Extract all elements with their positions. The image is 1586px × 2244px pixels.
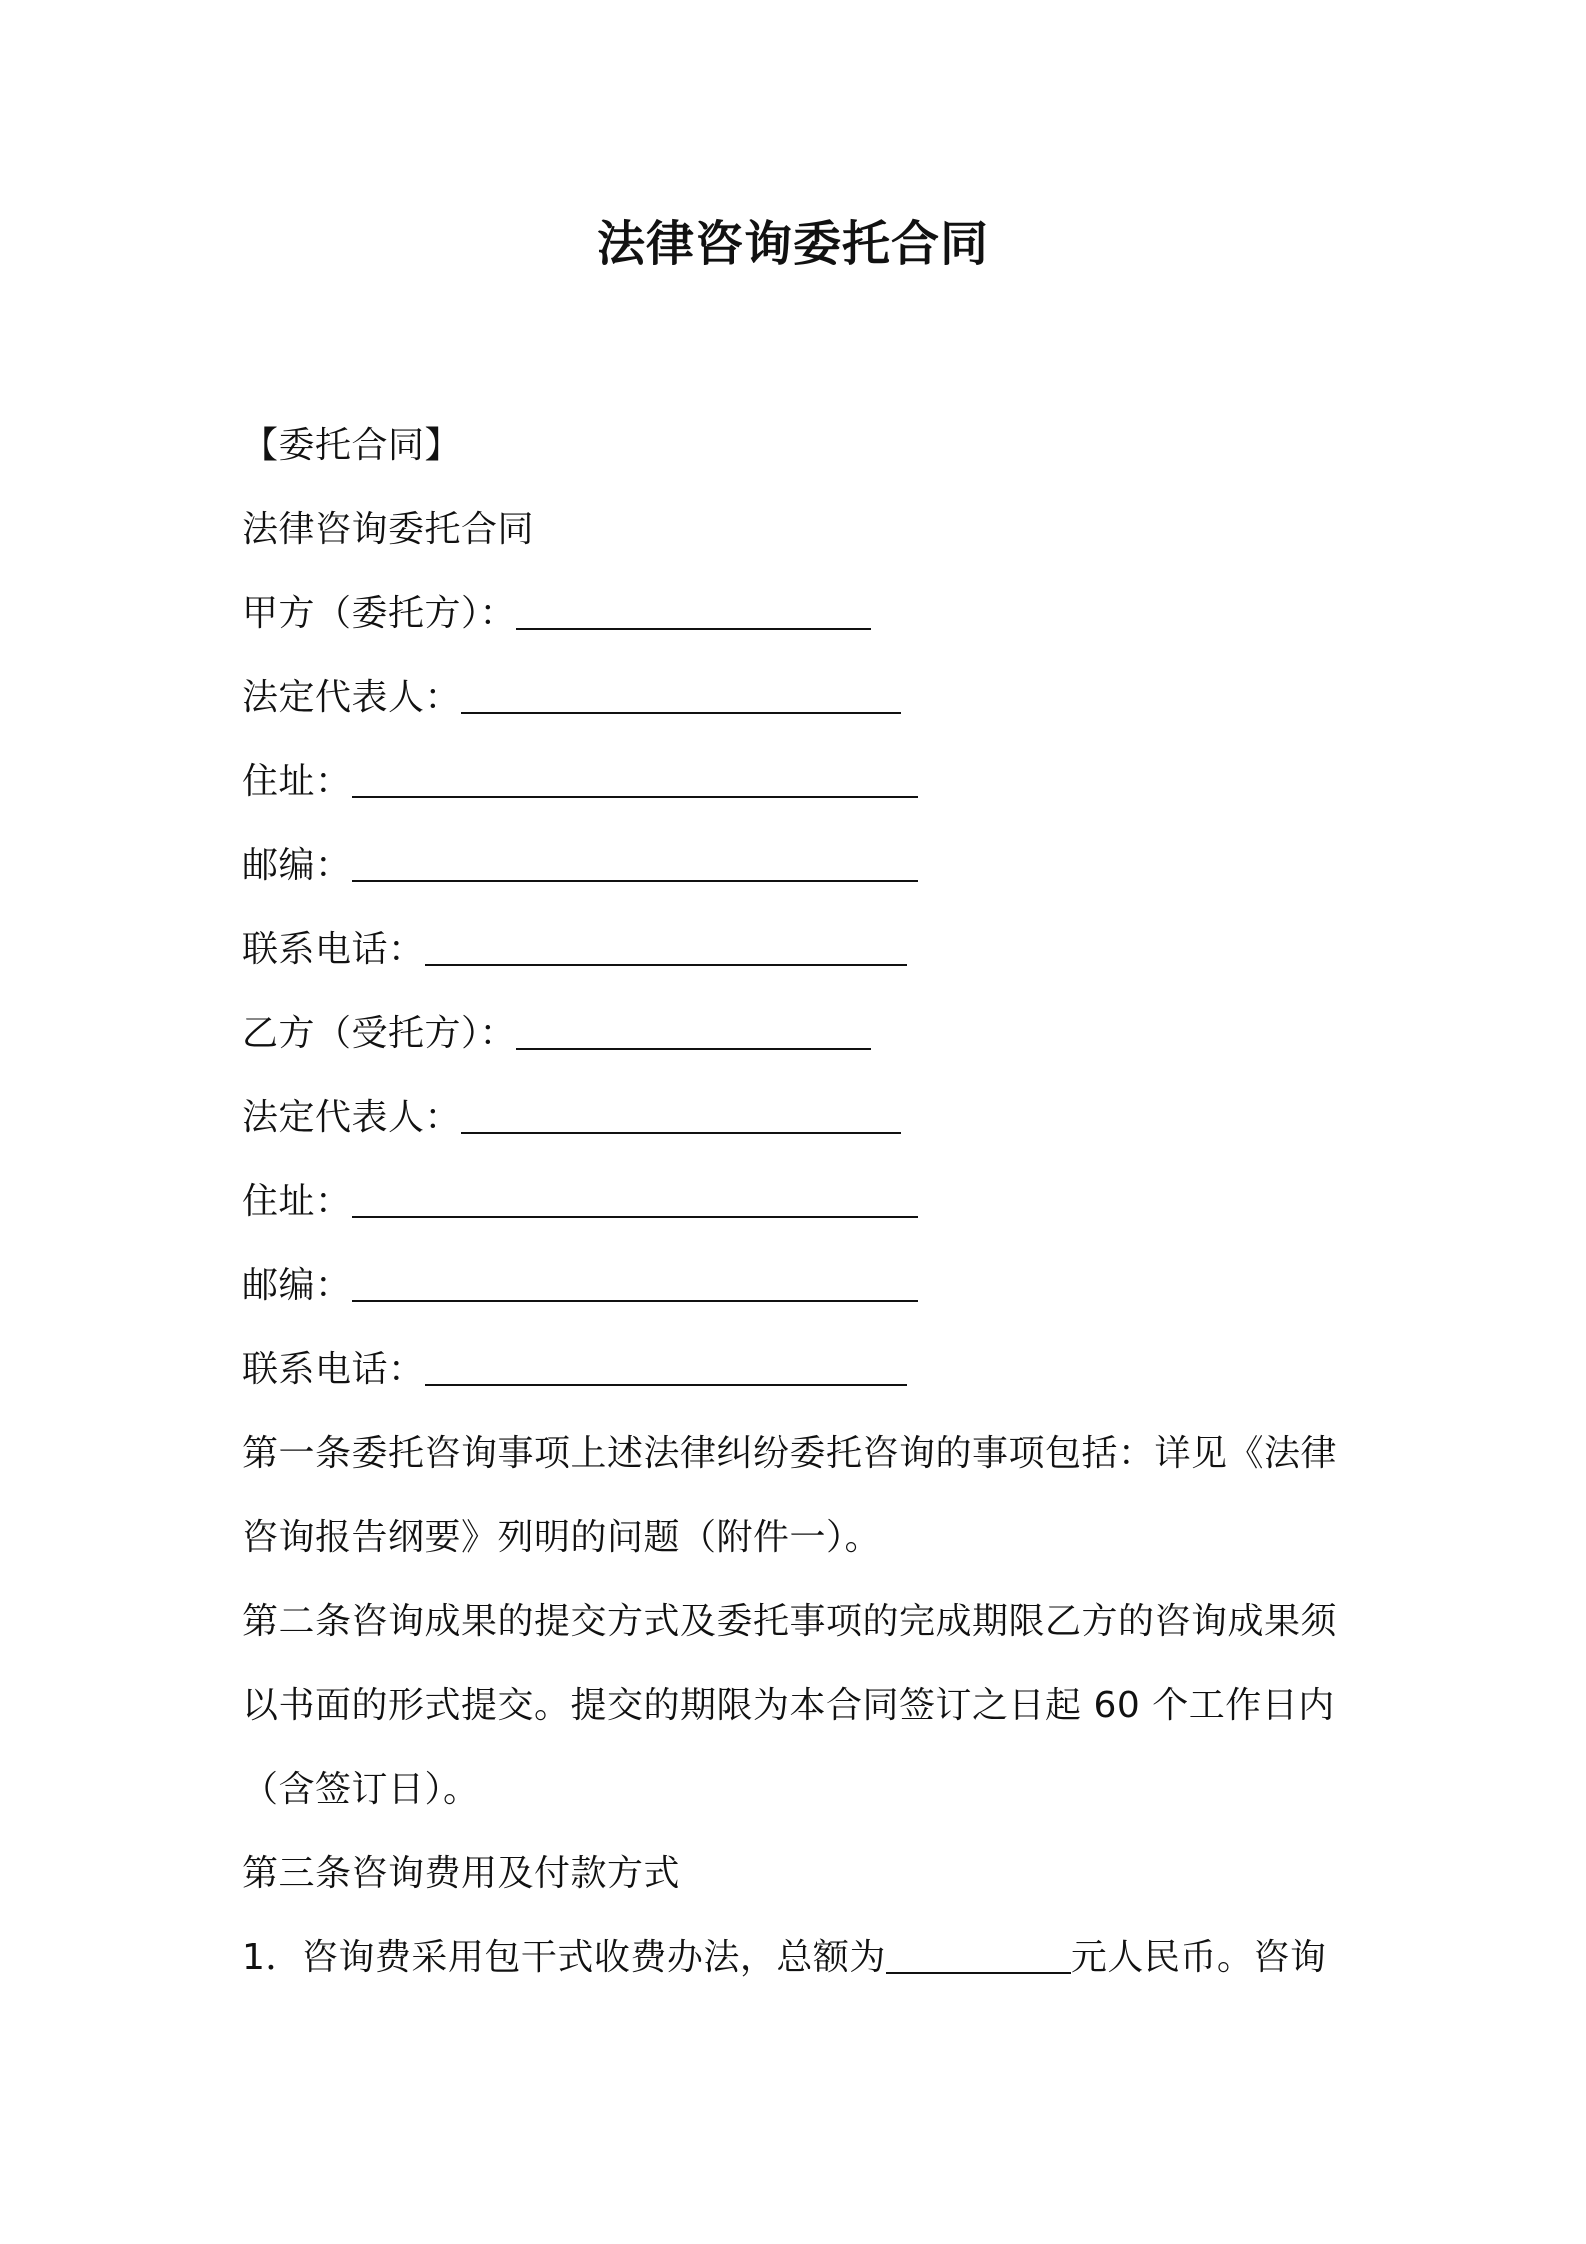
party-b-address-label: 住址：	[242, 1181, 352, 1222]
party-b-postcode-line	[242, 1244, 1362, 1328]
party-a-address-blank[interactable]	[352, 759, 918, 799]
party-b-address-blank[interactable]	[352, 1179, 918, 1219]
party-a-postcode-blank[interactable]	[352, 843, 918, 883]
party-a-phone-label: 联系电话：	[242, 929, 425, 970]
party-b-legal-rep-line	[242, 1076, 1362, 1160]
party-b-legal-rep-blank[interactable]	[461, 1095, 901, 1135]
party-b-label: 乙方（受托方）：	[242, 1013, 517, 1054]
fee-amount-blank[interactable]	[886, 1935, 1071, 1975]
party-b-postcode-label: 邮编：	[242, 1265, 352, 1306]
party-a-legal-rep-line	[242, 656, 1362, 740]
party-a-address-label: 住址：	[242, 761, 352, 802]
party-b-postcode-blank[interactable]	[352, 1263, 918, 1303]
party-a-postcode-line	[242, 824, 1362, 908]
clause-3-1-prefix: 1．咨询费采用包干式收费办法，总额为	[242, 1937, 886, 1978]
document-title: 法律咨询委托合同	[596, 216, 989, 272]
party-a-blank[interactable]	[516, 591, 871, 631]
party-b-legal-rep-label: 法定代表人：	[242, 1097, 462, 1138]
party-b-blank[interactable]	[516, 1011, 871, 1051]
article-1: 第一条委托咨询事项上述法律纠纷委托咨询的事项包括：详见《法律咨询报告纲要》列明的问题（附件一）。	[242, 1433, 1338, 1558]
party-b-phone-blank[interactable]	[425, 1347, 907, 1387]
party-a-address-line	[242, 740, 1362, 824]
party-a-line	[242, 572, 1362, 656]
article-3-heading: 第三条咨询费用及付款方式	[242, 1853, 681, 1894]
contract-heading: 法律咨询委托合同	[242, 509, 535, 550]
party-b-address-line	[242, 1160, 1362, 1244]
party-a-legal-rep-blank[interactable]	[461, 675, 901, 715]
party-b-line	[242, 992, 1362, 1076]
clause-3-1-suffix: 元人民币。咨询	[1070, 1937, 1327, 1978]
article-2: 第二条咨询成果的提交方式及委托事项的完成期限乙方的咨询成果须以书面的形式提交。提交的期限为本合同签订之日起 60 个工作日内（含签订日）。	[242, 1601, 1338, 1810]
party-a-phone-blank[interactable]	[425, 927, 907, 967]
party-a-legal-rep-label: 法定代表人：	[242, 677, 462, 718]
clause-3-1	[242, 1916, 1362, 2000]
party-a-label: 甲方（委托方）：	[242, 593, 517, 634]
party-a-phone-line	[242, 908, 1362, 992]
document-body	[242, 404, 1362, 2000]
party-b-phone-label: 联系电话：	[242, 1349, 425, 1390]
party-a-postcode-label: 邮编：	[242, 845, 352, 886]
party-b-phone-line	[242, 1328, 1362, 1412]
heading-bracket: 【委托合同】	[242, 425, 462, 466]
